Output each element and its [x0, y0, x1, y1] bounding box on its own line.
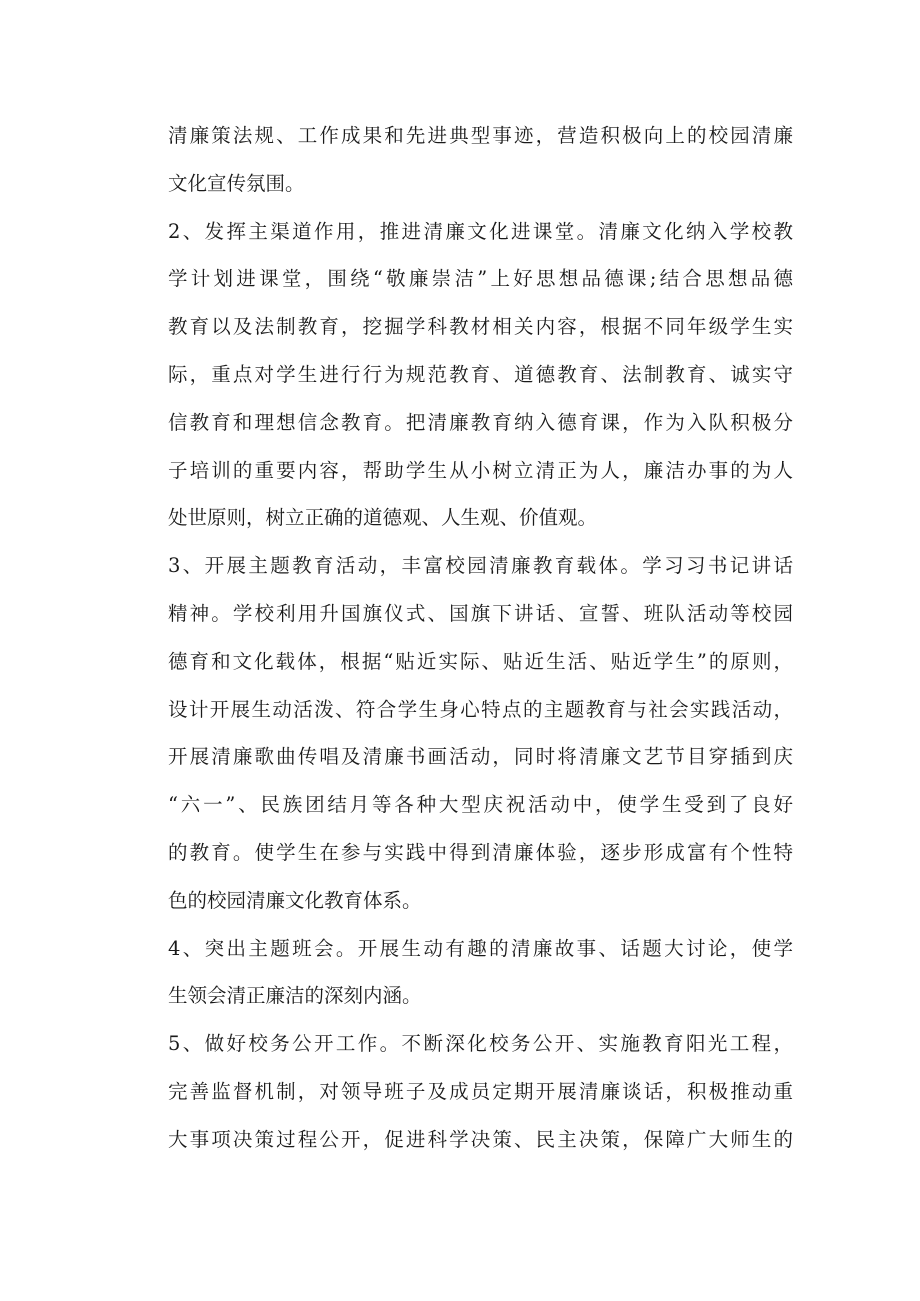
text-line: 信教育和理想信念教育。把清廉教育纳入德育课，作为入队积极分 — [168, 410, 793, 434]
document-body — [168, 112, 793, 1164]
text-line: 的教育。使学生在参与实践中得到清廉体验，逐步形成富有个性特 — [168, 840, 793, 864]
text-line: 处世原则，树立正确的道德观、人生观、价值观。 — [168, 506, 598, 530]
text-line: 设计开展生动活泼、符合学生身心特点的主题教育与社会实践活动， — [168, 697, 793, 721]
text-line: 大事项决策过程公开，促进科学决策、民主决策，保障广大师生的 — [168, 1127, 793, 1151]
text-line: 文化宣传氛围。 — [168, 171, 305, 195]
text-line: 5、做好校务公开工作。不断深化校务公开、实施教育阳光工程， — [168, 1032, 793, 1056]
text-line: 精神。学校利用升国旗仪式、国旗下讲话、宣誓、班队活动等校园 — [168, 601, 793, 625]
text-line: 学计划进课堂，围绕“敬廉崇洁”上好思想品德课;结合思想品德 — [168, 267, 793, 291]
text-line: 生领会清正廉洁的深刻内涵。 — [168, 984, 422, 1008]
text-line: 际，重点对学生进行行为规范教育、道德教育、法制教育、诚实守 — [168, 362, 793, 386]
text-line: 色的校园清廉文化教育体系。 — [168, 888, 422, 912]
text-line: 开展清廉歌曲传唱及清廉书画活动，同时将清廉文艺节目穿插到庆 — [168, 745, 793, 769]
text-line: 子培训的重要内容，帮助学生从小树立清正为人，廉洁办事的为人 — [168, 458, 793, 482]
text-line: 4、突出主题班会。开展生动有趣的清廉故事、话题大讨论，使学 — [168, 936, 793, 960]
text-line: “六一”、民族团结月等各种大型庆祝活动中，使学生受到了良好 — [168, 793, 793, 817]
text-line: 德育和文化载体，根据“贴近实际、贴近生活、贴近学生”的原则， — [168, 649, 793, 673]
text-line: 清廉策法规、工作成果和先进典型事迹，营造积极向上的校园清廉 — [168, 124, 793, 147]
text-line: 完善监督机制，对领导班子及成员定期开展清廉谈话，积极推动重 — [168, 1079, 793, 1103]
text-line: 教育以及法制教育，挖掘学科教材相关内容，根据不同年级学生实 — [168, 315, 793, 339]
text-line: 3、开展主题教育活动，丰富校园清廉教育载体。学习习书记讲话 — [168, 554, 793, 578]
text-line: 2、发挥主渠道作用，推进清廉文化进课堂。清廉文化纳入学校教 — [168, 219, 793, 243]
